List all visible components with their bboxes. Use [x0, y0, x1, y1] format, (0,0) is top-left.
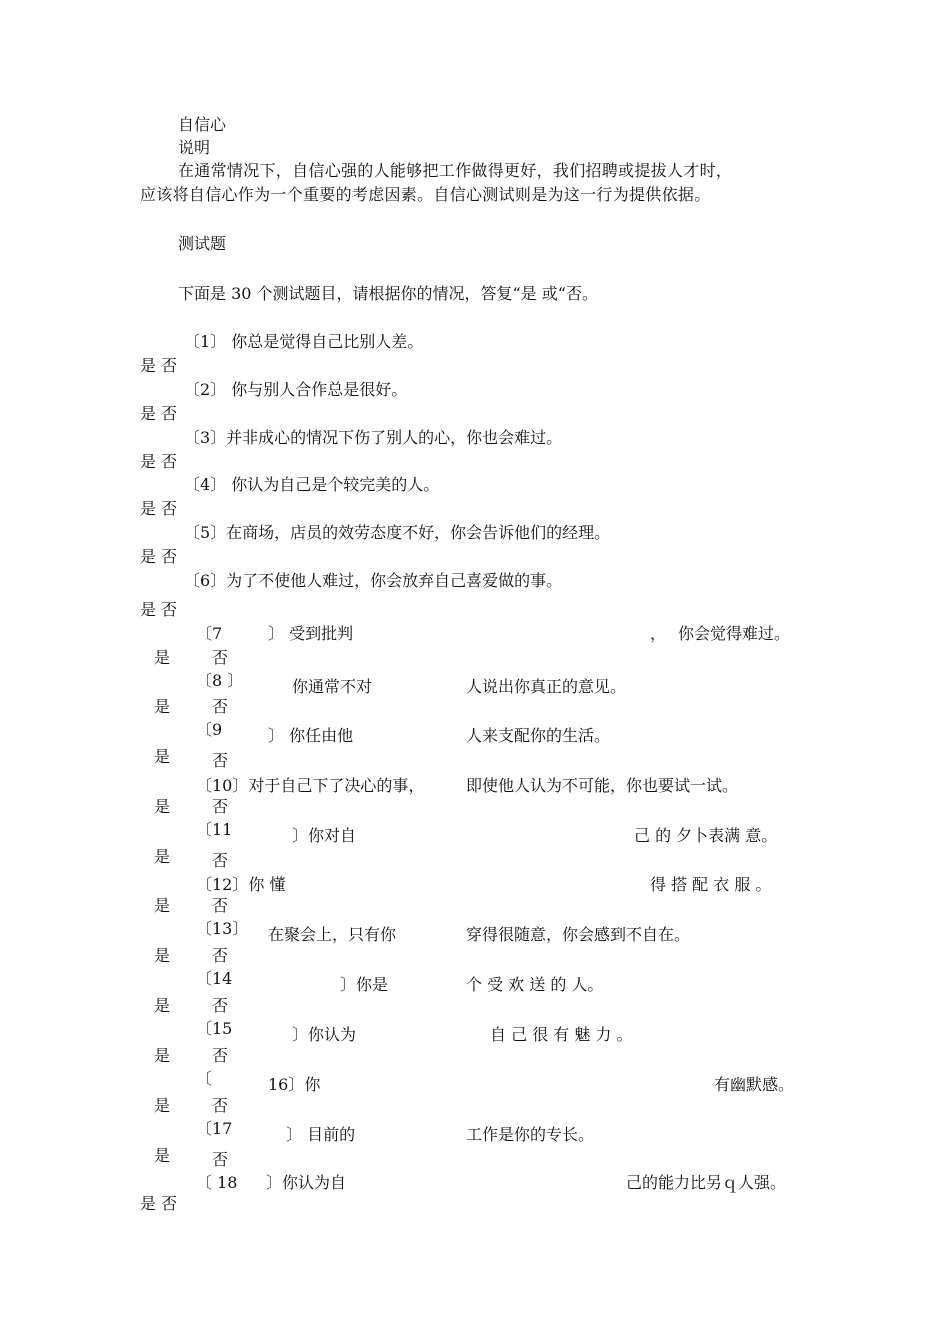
answer-yes-17: 是 [154, 1146, 171, 1165]
answer-yes-no-5: 是 否 [140, 547, 178, 566]
answer-yes-no-4: 是 否 [140, 499, 178, 518]
question-7-text-b: 你会觉得难过。 [678, 624, 791, 643]
answer-no-10: 否 [212, 797, 229, 816]
question-7-number: 〔7 [196, 624, 223, 643]
answer-yes-15: 是 [154, 1046, 171, 1065]
answer-yes-no-18: 是 否 [140, 1194, 178, 1213]
answer-yes-no-3: 是 否 [140, 452, 178, 471]
answer-no-17: 否 [212, 1150, 229, 1169]
question-16-text-a: 16〕你 [268, 1075, 321, 1094]
question-13-text-b: 穿得很随意，你会感到不自在。 [466, 925, 691, 944]
question-15-text-b: 自 己 很 有 魅 力 。 [490, 1025, 633, 1044]
question-10-text-a: 〔10〕对于自己下了决心的事， [196, 776, 425, 795]
answer-no-15: 否 [212, 1046, 229, 1065]
answer-yes-9: 是 [154, 747, 171, 766]
question-18-number: 〔 18 [196, 1173, 238, 1192]
question-9-text-a: 〕 你任由他 [268, 726, 354, 745]
question-14-text-a: 〕你是 [340, 975, 389, 994]
question-13-text-a: 在聚会上，只有你 [268, 925, 397, 944]
question-14-number: 〔14 [196, 969, 233, 988]
question-6: 〔6〕为了不使他人难过，你会放弃自己喜爱做的事。 [184, 571, 563, 590]
question-8-number: 〔8 〕 [196, 671, 244, 690]
question-1: 〔1〕 你总是觉得自己比别人差。 [184, 332, 424, 351]
question-8-text-a: 你通常不对 [292, 677, 373, 696]
section-test-heading: 测试题 [178, 234, 227, 253]
question-16-bracket: 〔 [196, 1069, 213, 1088]
answer-yes-no-2: 是 否 [140, 404, 178, 423]
answer-yes-16: 是 [154, 1096, 171, 1115]
answer-no-12: 否 [212, 896, 229, 915]
question-13-number: 〔13〕 [196, 919, 249, 938]
answer-no-11: 否 [212, 851, 229, 870]
question-9-text-b: 人来支配你的生活。 [466, 726, 611, 745]
question-17-text-a: 〕 目前的 [286, 1125, 356, 1144]
question-15-number: 〔15 [196, 1019, 233, 1038]
answer-no-8: 否 [212, 697, 229, 716]
question-9-number: 〔9 [196, 720, 223, 739]
question-5: 〔5〕在商场，店员的效劳态度不好，你会告诉他们的经理。 [184, 523, 611, 542]
instructions-text: 下面是 30 个测试题目，请根据你的情况，答复“是 或“否。 [178, 284, 598, 303]
question-17-number: 〔17 [196, 1119, 233, 1138]
document-title: 自信心 [178, 115, 227, 134]
question-11-number: 〔11 [196, 820, 233, 839]
question-7-comma: ， [650, 624, 667, 643]
answer-yes-no-1: 是 否 [140, 356, 178, 375]
answer-yes-8: 是 [154, 697, 171, 716]
answer-no-9: 否 [212, 751, 229, 770]
question-16-text-b: 有幽默感。 [714, 1075, 795, 1094]
question-8-text-b: 人说出你真正的意见。 [466, 677, 627, 696]
answer-yes-11: 是 [154, 847, 171, 866]
question-18-text-a: 〕你认为自 [266, 1173, 347, 1192]
question-14-text-b: 个 受 欢 送 的 人。 [466, 975, 604, 994]
answer-no-7: 否 [212, 648, 229, 667]
answer-yes-10: 是 [154, 797, 171, 816]
answer-yes-7: 是 [154, 648, 171, 667]
answer-yes-12: 是 [154, 896, 171, 915]
question-18-text-b: 己的能力比另ｑ人强。 [626, 1173, 787, 1192]
intro-paragraph-line-2: 应该将自信心作为一个重要的考虑因素。自信心测试则是为这一行为提供依据。 [140, 185, 711, 204]
answer-yes-13: 是 [154, 946, 171, 965]
question-7-text-a: 〕 受到批判 [268, 624, 354, 643]
question-3: 〔3〕并非成心的情况下伤了别人的心，你也会难过。 [184, 428, 563, 447]
intro-paragraph-line-1: 在通常情况下，自信心强的人能够把工作做得更好，我们招聘或提拔人才时， [178, 161, 733, 180]
question-12-text-b: 得 搭 配 衣 服 。 [650, 875, 772, 894]
question-2: 〔2〕 你与别人合作总是很好。 [184, 380, 408, 399]
question-11-text-b: 己 的 夕卜表满 意。 [634, 826, 778, 845]
answer-yes-14: 是 [154, 996, 171, 1015]
question-17-text-b: 工作是你的专长。 [466, 1125, 595, 1144]
answer-no-13: 否 [212, 946, 229, 965]
question-12-text-a: 〔12〕你 懂 [196, 875, 286, 894]
answer-no-16: 否 [212, 1096, 229, 1115]
question-10-text-b: 即使他人认为不可能，你也要试一试。 [466, 776, 739, 795]
answer-yes-no-6: 是 否 [140, 600, 178, 619]
question-4: 〔4〕 你认为自己是个较完美的人。 [184, 475, 440, 494]
question-11-text-a: 〕你对自 [292, 826, 357, 845]
answer-no-14: 否 [212, 996, 229, 1015]
section-note-heading: 说明 [178, 138, 211, 157]
question-15-text-a: 〕你认为 [292, 1025, 357, 1044]
